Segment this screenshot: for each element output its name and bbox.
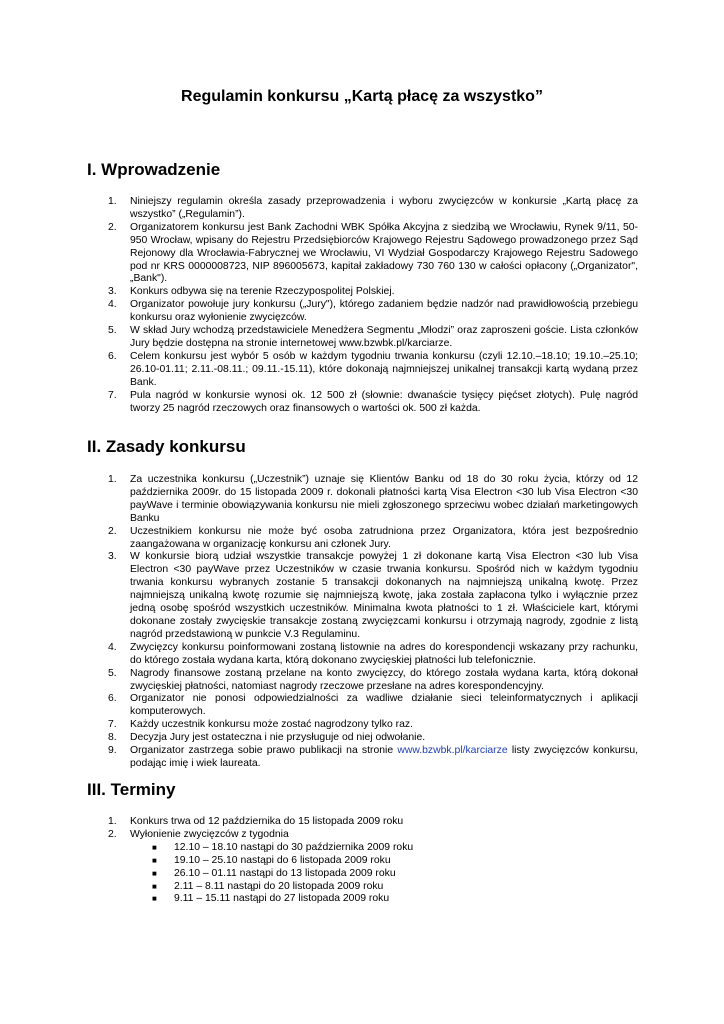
list-item: 5. W skład Jury wchodzą przedstawiciele Menedżera Segmentu „Młodzi” oraz zaproszeni goście. Lista członków Jury będzie dostępna na stronie internetowej www.bzwbk.pl/karciarze. — [108, 325, 638, 349]
list-item: ■ 2.11 – 8.11 nastąpi do 20 listopada 2009 roku — [152, 880, 384, 892]
section-heading-introduction: I. Wprowadzenie — [87, 160, 221, 179]
list-item: 2. Wyłonienie zwycięzców z tygodnia ■ 12.10 – 18.10 nastąpi do 30 października 2009 roku ■ 19.10 – 25.10 nastąpi do 6 listopada 2009 roku ■ 26.10 – 01.11 nastąpi do 13 listopada 2009 roku ■ 2.11 – 8.11 nastąpi do 20 listopada 2009 roku ■ 9.11 – 15.11 nastąpi do 27 listopada 2009 roku — [98, 829, 638, 906]
dates-list — [98, 816, 638, 906]
list-item: 7. Każdy uczestnik konkursu może zostać nagrodzony tylko raz. — [108, 719, 413, 731]
document-title: Regulamin konkursu „Kartą płacę za wszystko” — [181, 88, 543, 105]
section-heading-dates: III. Terminy — [87, 780, 176, 799]
karciarze-link[interactable]: www.bzwbk.pl/karciarze — [397, 745, 508, 757]
list-item: 6. Celem konkursu jest wybór 5 osób w każdym tygodniu trwania konkursu (czyli 12.10.–18.10; 19.10.–25.10; 26.10-01.11; 2.11.-08.11.; 09.11.-15.11), które dokonają najmniejszej unikalnej transakcji kartą wydaną przez Bank. — [108, 350, 638, 388]
weekly-winners-list — [152, 842, 660, 907]
list-item: 4. Organizator powołuje jury konkursu („Jury"), którego zadaniem będzie nadzór nad prawidłowością przebiegu konkursu oraz wyłonienie zwycięzców. — [108, 299, 638, 324]
list-item: ■ 19.10 – 25.10 nastąpi do 6 listopada 2009 roku — [152, 854, 391, 866]
list-item: 1. Za uczestnika konkursu („Uczestnik”) uznaje się Klientów Banku od 18 do 30 roku życia, którzy od 12 października 2009r. do 15 listopada 2009 r. dokonali płatności kartą Visa Electron <30 lub Visa Electron <30 payWave i terminie obowiązywania konkursu nie mieli zgłoszonego sprzeciwu wobec działań marketingowych Banku — [108, 474, 638, 524]
list-item: 8. Decyzja Jury jest ostateczna i nie przysługuje od niej odwołanie. — [108, 732, 426, 744]
list-item: ■ 9.11 – 15.11 nastąpi do 27 listopada 2009 roku — [152, 893, 390, 905]
list-item: 1. Niniejszy regulamin określa zasady przeprowadzenia i wyboru zwycięzców w konkursie „Kartą płacę za wszystko” („Regulamin”). — [108, 196, 638, 220]
list-item: 2. Uczestnikiem konkursu nie może być osoba zatrudniona przez Organizatora, która jest bezpośrednio zaangażowana w organizację konkursu ani członek Jury. — [108, 525, 638, 550]
rules-list — [98, 474, 638, 771]
list-item: 4. Zwycięzcy konkursu poinformowani zostaną listownie na adres do korespondencji wskazany przy rachunku, do którego została wydana karta, którą dokonano zwycięskiej płatności lub telefonicznie. — [108, 641, 638, 666]
list-item: 7. Pula nagród w konkursie wynosi ok. 12 500 zł (słownie: dwanaście tysięcy pięćset złotych). Pulę nagród tworzy 25 nagród rzeczowych oraz finansowych o wartości ok. 500 zł każda. — [108, 389, 638, 414]
section-heading-rules: II. Zasady konkursu — [87, 437, 246, 456]
list-item: 3. Konkurs odbywa się na terenie Rzeczypospolitej Polskiej. — [108, 286, 395, 298]
list-item: 9. Organizator zastrzega sobie prawo publikacji na stronie www.bzwbk.pl/karciarze listy zwycięzców konkursu, podając imię i wiek laureata. — [108, 745, 639, 769]
list-item: 6. Organizator nie ponosi odpowiedzialności za wadliwe działanie sieci teleinformatycznych i aplikacji komputerowych. — [108, 693, 638, 718]
list-item: 3. W konkursie biorą udział wszystkie transakcje powyżej 1 zł dokonane kartą Visa Electron <30 lub Visa Electron <30 payWave przez Uczestników w czasie trwania konkursu. Spośród nich w każdym tygodniu trwania konkursu wybranych zostanie 5 transakcji dokonanych na najmniejszą unikalną kwotę. Przez najmniejszą unikalną kwotę rozumie się najmniejszą kwotę, jaka została zapłacona tylko i wyłącznie przez jedną osobę spośród wszystkich uczestników. Minimalna kwota płatności to 1 zł. Właściciele kart, którymi dokonane zostały zwycięskie transakcje zostaną zwycięzcami konkursu i otrzymają nagrody, zgodnie z listą nagród przedstawioną w punkcie V.3 Regulaminu. — [108, 551, 638, 640]
list-item: 1. Konkurs trwa od 12 października do 15 listopada 2009 roku — [108, 816, 404, 827]
list-item: 5. Nagrody finansowe zostaną przelane na konto zwycięzcy, do którego została wydana karta, którą dokonał zwycięskiej płatności, natomiast nagrody rzeczowe przesłane na adres korespondencyjny. — [108, 667, 638, 692]
list-item: ■ 12.10 – 18.10 nastąpi do 30 października 2009 roku — [152, 841, 414, 853]
list-item: 2. Organizatorem konkursu jest Bank Zachodni WBK Spółka Akcyjna z siedzibą we Wrocławiu, Rynek 9/11, 50-950 Wrocław, wpisany do Rejestru Przedsiębiorców Krajowego Rejestru Sądowego prowadzonego przez Sąd Rejonowy dla Wrocławia-Fabrycznej we Wrocławiu, VI Wydział Gospodarczy Krajowego Rejestru Sadowego pod nr KRS 0000008723, NIP 896005673, kapitał zakładowy 730 760 130 w całości opłacony („Organizator", „Bank"). — [108, 221, 638, 285]
list-item: ■ 26.10 – 01.11 nastąpi do 13 listopada 2009 roku — [152, 867, 396, 879]
introduction-list — [98, 196, 638, 415]
